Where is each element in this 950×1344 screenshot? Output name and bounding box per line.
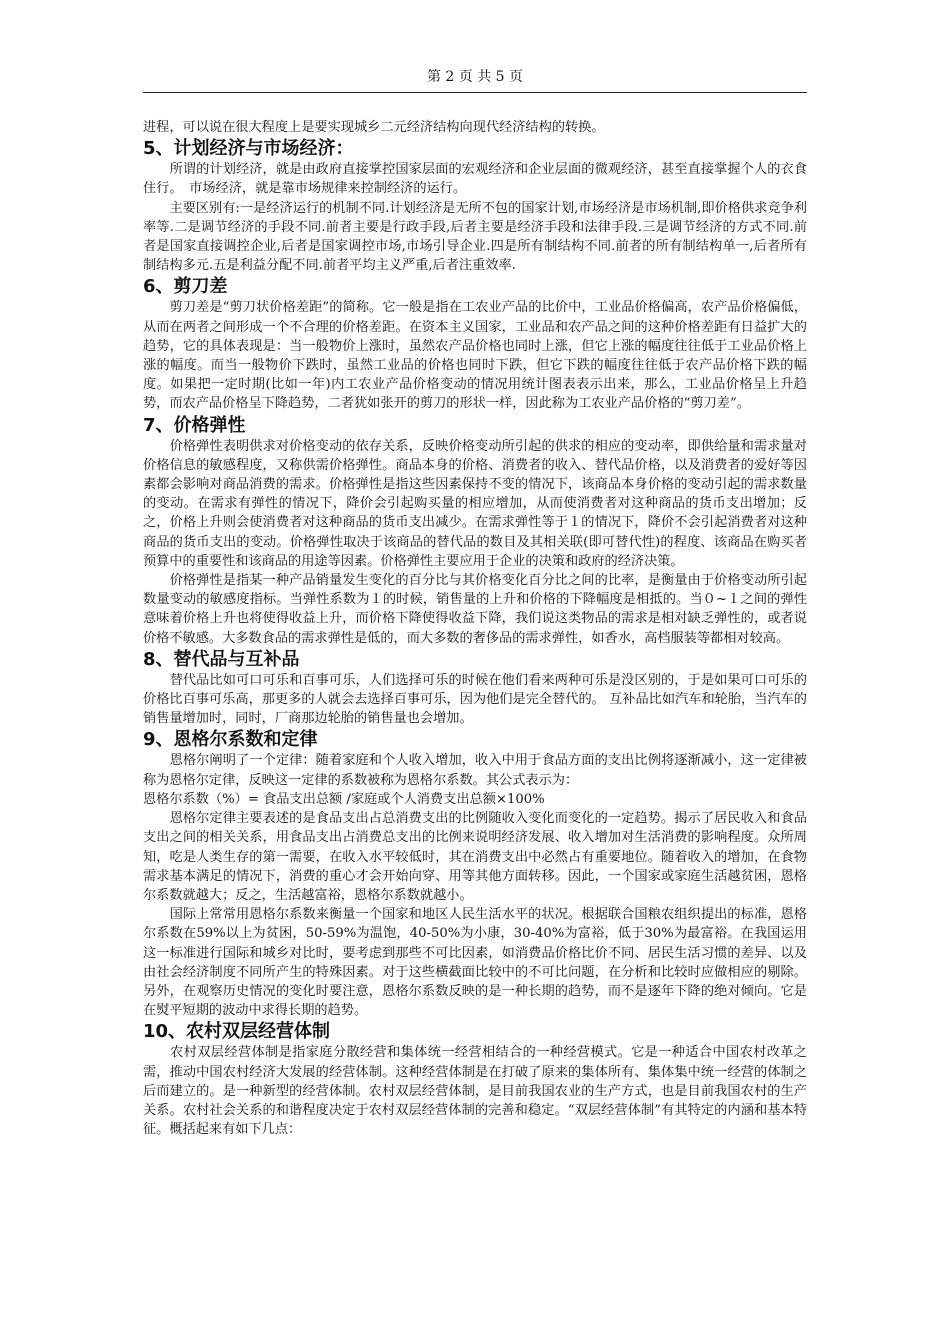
section-heading: 7、价格弹性 [143,414,246,436]
paragraph: 价格弹性表明供求对价格变动的依存关系，反映价格变动所引起的供求的相应的变动率，即供给量和需求量对价格信息的敏感程度，又称供需价格弹性。商品本身的价格、消费者的收入、替代品价格，以及消费者的爱好等因素都会影响对商品消费的需求。价格弹性是指这些因素保持不变的情况下，该商品本身价格的变动引起的需求数量的变动。在需求有弹性的情况下，降价会引起购买量的相应增加，从而使消费者对这种商品的货币支出增加；反之，价格上升则会使消费者对这种商品的货币支出减少。在需求弹性等于１的情况下，降价不会引起消费者对这种商品的货币支出的变动。价格弹性取决于该商品的替代品的数目及其相关联(即可替代性)的程度、该商品在购买者预算中的重要性和该商品的用途等因素。价格弹性主要应用于企业的决策和政府的经济决策。 [143,438,807,569]
formula: 恩格尔系数（%）= 食品支出总额 /家庭或个人消费支出总额×100% [143,791,545,807]
paragraph: 农村双层经营体制是指家庭分散经营和集体统一经营相结合的一种经营模式。它是一种适合中国农村改革之需，推动中国农村经济大发展的经营体制。这种经营体制是在打破了原来的集体所有、集体集中统一经营的体制之后而建立的。是一种新型的经营体制。农村双层经营体制，是目前我国农业的生产方式，也是目前我国农村的生产关系。农村社会关系的和谐程度决定于农村双层经营体制的完善和稳定。“双层经营体制”有其特定的内涵和基本特征。概括起来有如下几点： [143,1045,807,1138]
paragraph: 国际上常常用恩格尔系数来衡量一个国家和地区人民生活水平的状况。根据联合国粮农组织提出的标准，恩格尔系数在59%以上为贫困，50-59%为温饱，40-50%为小康，30-40%为富裕，低于30%为最富裕。在我国运用这一标准进行国际和城乡对比时，要考虑到那些不可比因素，如消费品价格比价不同、居民生活习惯的差异、以及由社会经济制度不同所产生的特殊因素。对于这些横截面比较中的不可比问题，在分析和比较时应做相应的剔除。另外，在观察历史情况的变化时要注意，恩格尔系数反映的是一种长期的趋势，而不是逐年下降的绝对倾向。它是在熨平短期的波动中求得长期的趋势。 [143,907,807,1019]
paragraph: 所谓的计划经济，就是由政府直接掌控国家层面的宏观经济和企业层面的微观经济，甚至直接掌握个人的衣食住行。 市场经济，就是靠市场规律来控制经济的运行。 [143,162,807,197]
page-header [143,62,807,93]
paragraph: 价格弹性是指某一种产品销量发生变化的百分比与其价格变化百分比之间的比率，是衡量由于价格变动所引起数量变动的敏感度指标。当弹性系数为１的时候，销售量的上升和价格的下降幅度是相抵的。当０~１之间的弹性意味着价格上升也将使得收益上升，而价格下降使得收益下降，我们说这类物品的需求是相对缺乏弹性的，或者说价格不敏感。大多数食品的需求弹性是低的，而大多数的奢侈品的需求弹性，如香水，高档服装等都相对较高。 [143,573,807,646]
paragraph: 恩格尔定律主要表述的是食品支出占总消费支出的比例随收入变化而变化的一定趋势。揭示了居民收入和食品支出之间的相关关系，用食品支出占消费总支出的比例来说明经济发展、收入增加对生活消费的影响程度。众所周知，吃是人类生存的第一需要，在收入水平较低时，其在消费支出中必然占有重要地位。随着收入的增加，在食物需求基本满足的情况下，消费的重心才会开始向穿、用等其他方面转移。因此，一个国家或家庭生活越贫困，恩格尔系数就越大；反之，生活越富裕，恩格尔系数就越小。 [143,811,807,903]
paragraph: 主要区别有:一是经济运行的机制不同.计划经济是无所不包的国家计划,市场经济是市场机制,即价格供求竞争利率等.二是调节经济的手段不同.前者主要是行政手段,后者主要是经济手段和法律手段.三是调节经济的方式不同.前者是国家直接调控企业,后者是国家调控市场,市场引导企业.四是所有制结构不同.前者的所有制结构单一,后者所有制结构多元.五是利益分配不同.前者平均主义严重,后者注重效率. [143,200,807,274]
section-heading: 5、计划经济与市场经济： [143,138,354,160]
document-body [143,118,807,1139]
paragraph: 剪刀差是“剪刀状价格差距”的简称。它一般是指在工农业产品的比价中，工业品价格偏高，农产品价格偏低，从而在两者之间形成一个不合理的价格差距。在资本主义国家，工业品和农产品之间的这种价格差距有日益扩大的趋势，它的具体表现是：当一般物价上涨时，虽然农产品价格也同时上涨，但它上涨的幅度往往低于工业品价格上涨的幅度。而当一般物价下跌时，虽然工业品的价格也同时下跌，但它下跌的幅度往往低于农产品价格下跌的幅度。如果把一定时期(比如一年)内工农业产品价格变动的情况用统计图表表示出来，那么，工业品价格呈上升趋势，而农产品价格呈下降趋势，二者犹如张开的剪刀的形状一样，因此称为工农业产品价格的“剪刀差”。 [143,300,807,412]
page-number: 第 2 页 共 5 页 [426,69,524,85]
paragraph: 恩格尔阐明了一个定律：随着家庭和个人收入增加，收入中用于食品方面的支出比例将逐渐减小，这一定律被称为恩格尔定律，反映这一定律的系数被称为恩格尔系数。其公式表示为： [143,753,807,788]
section-heading: 10、农村双层经营体制 [143,1021,331,1043]
section-heading: 8、替代品与互补品 [143,648,300,670]
paragraph: 替代品比如可口可乐和百事可乐，人们选择可乐的时候在他们看来两种可乐是没区别的，于是如果可口可乐的价格比百事可乐高，那更多的人就会去选择百事可乐，因为他们是完全替代的。 互补品比如汽车和轮胎，当汽车的销售量增加时，同时，厂商那边轮胎的销售量也会增加。 [143,672,807,727]
section-heading: 6、剪刀差 [143,276,228,298]
paragraph: 进程，可以说在很大程度上是要实现城乡二元经济结构向现代经济结构的转换。 [143,120,605,135]
section-heading: 9、恩格尔系数和定律 [143,729,318,751]
